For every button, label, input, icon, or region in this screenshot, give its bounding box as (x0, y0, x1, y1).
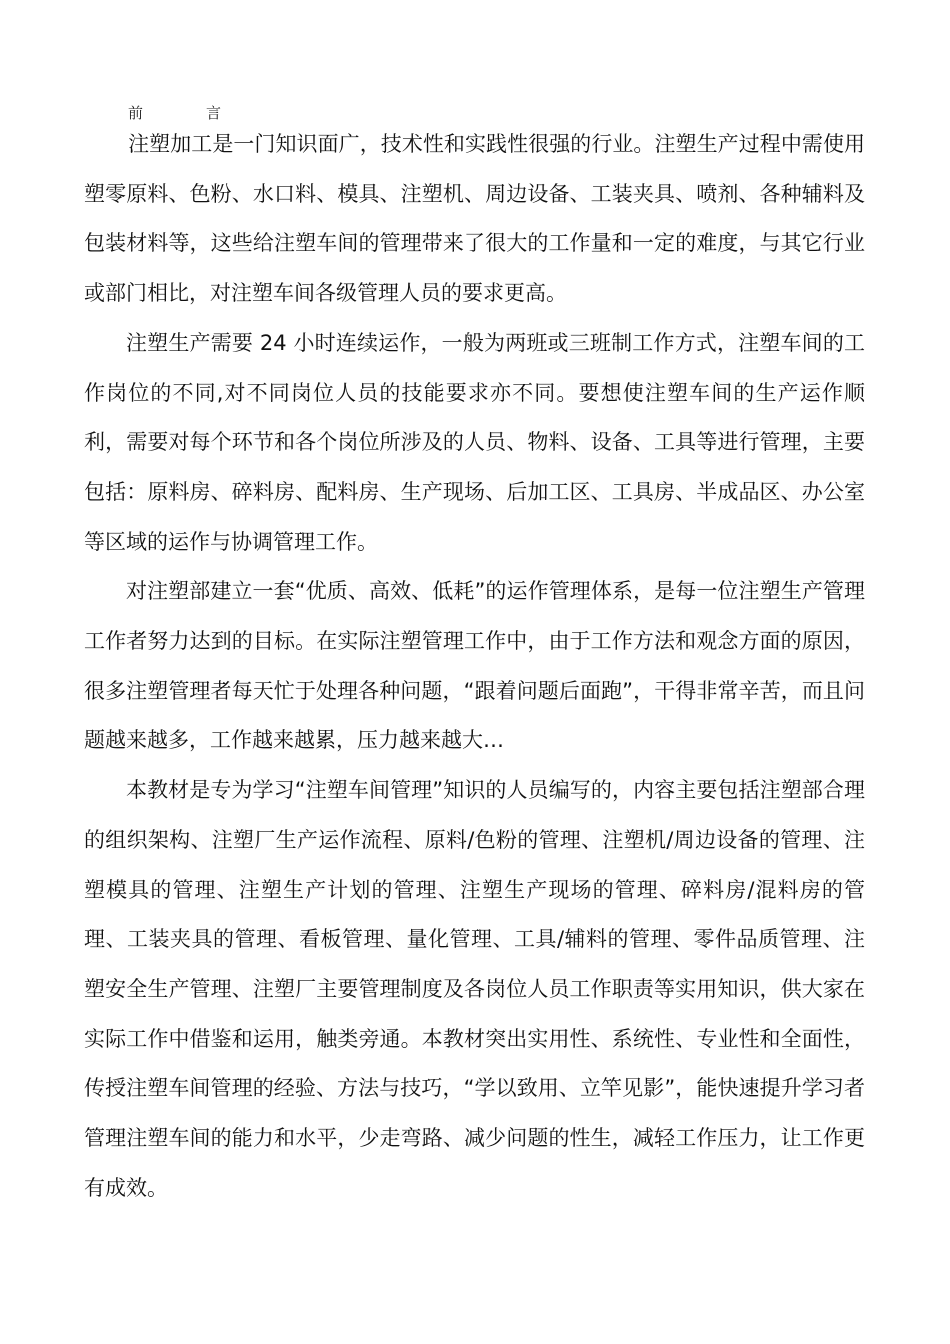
paragraph-1: 注塑加工是一门知识面广，技术性和实践性很强的行业。注塑生产过程中需使用塑零原料、色粉、水口料、模具、注塑机、周边设备、工装夹具、喷剂、各种辅料及包装材料等，这些给注塑车间的管理带来了很大的工作量和一定的难度，与其它行业或部门相比，对注塑车间各级管理人员的要求更高。 (84, 132, 865, 306)
body-text (84, 120, 865, 1213)
paragraph-3: 对注塑部建立一套“优质、高效、低耗”的运作管理体系，是每一位注塑生产管理工作者努力达到的目标。在实际注塑管理工作中，由于工作方法和观念方面的原因，很多注塑管理者每天忙于处理各种问题，“跟着问题后面跑”，干得非常辛苦，而且问题越来越多，工作越来越累，压力越来越大… (84, 579, 865, 753)
paragraph-4: 本教材是专为学习“注塑车间管理”知识的人员编写的，内容主要包括注塑部合理的组织架构、注塑厂生产运作流程、原料/色粉的管理、注塑机/周边设备的管理、注塑模具的管理、注塑生产计划的管理、注塑生产现场的管理、碎料房/混料房的管理、工装夹具的管理、看板管理、量化管理、工具/辅料的管理、零件品质管理、注塑安全生产管理、注塑厂主要管理制度及各岗位人员工作职责等实用知识，供大家在实际工作中借鉴和运用，触类旁通。本教材突出实用性、系统性、专业性和全面性，传授注塑车间管理的经验、方法与技巧，“学以致用、立竿见影”，能快速提升学习者管理注塑车间的能力和水平，少走弯路、减少问题的性生，减轻工作压力，让工作更有成效。 (84, 778, 865, 1200)
paragraph-2: 注塑生产需要 24 小时连续运作，一般为两班或三班制工作方式，注塑车间的工作岗位的不同,对不同岗位人员的技能要求亦不同。要想使注塑车间的生产运作顺利，需要对每个环节和各个岗位所涉及的人员、物料、设备、工具等进行管理，主要包括：原料房、碎料房、配料房、生产现场、后加工区、工具房、半成品区、办公室等区域的运作与协调管理工作。 (84, 330, 865, 554)
page-heading: 前 言 (128, 104, 246, 122)
